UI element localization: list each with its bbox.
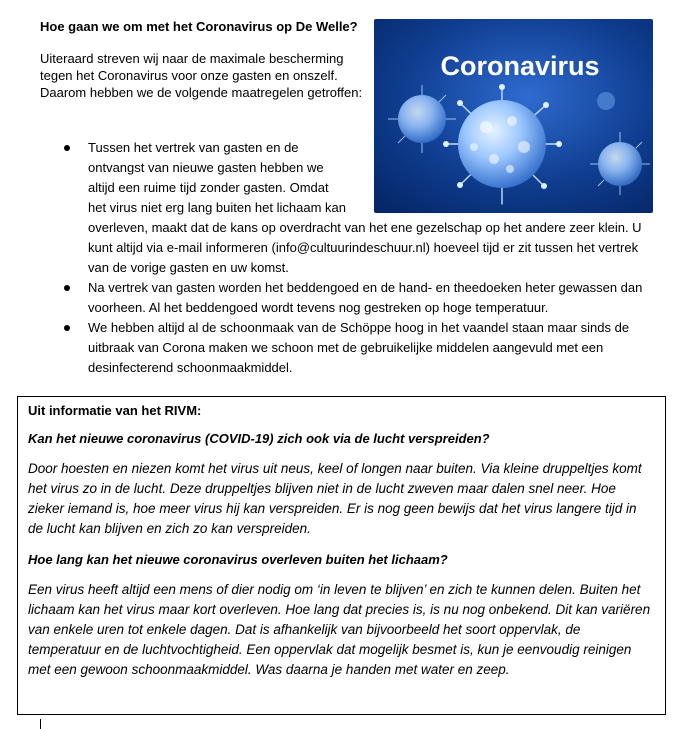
bullet-3-text: We hebben altijd al de schoonmaak van de Schöppe hoog in het vaandel staan maar sinds de uitbraak van Corona maken we schoon met de gebruikelijke middelen aangevuld met een desinfecterend schoonmaakmiddel. (88, 320, 630, 375)
intro-paragraph: Uiteraard streven wij naar de maximale bescherming tegen het Coronavirus voor onze gasten en onszelf. Daarom hebben we de volgende maatregelen getroffen: (40, 51, 363, 101)
rivm-question-2: Hoe lang kan het nieuwe coronavirus overleven buiten het lichaam? (28, 552, 448, 567)
rivm-title: Uit informatie van het RIVM: (28, 403, 202, 418)
rivm-answer-1: Door hoesten en niezen komt het virus uit neus, keel of longen naar buiten. Via kleine druppeltjes komt het virus zo in de lucht. Deze druppeltjes blijven niet in de lucht zweven maar dalen snel neer. Hoe zieker iemand is, hoe meer virus hij kan verspreiden. Er is nog geen bewijs dat het virus langere tijd in de lucht kan blijven en zich zo kan verspreiden. (28, 461, 642, 536)
text-cursor (40, 719, 41, 729)
list-item (60, 318, 660, 378)
rivm-question-1: Kan het nieuwe coronavirus (COVID-19) zich ook via de lucht verspreiden? (28, 431, 490, 446)
bullet-icon (64, 285, 70, 291)
bullet-1-line-3: altijd een ruime tijd zonder gasten. Omdat (88, 180, 329, 195)
virus-left (398, 95, 446, 143)
bullet-1-line-1: Tussen het vertrek van gasten en de (88, 140, 299, 155)
bullet-2-text: Na vertrek van gasten worden het beddengoed en de hand- en theedoeken heter gewassen dan voorheen. Al het beddengoed wordt tevens nog gestreken op hoge temperatuur. (88, 280, 643, 315)
image-caption: Coronavirus (440, 51, 600, 81)
bullet-1-rest: overleven, maakt dat de kans op overdracht van het ene gezelschap op het andere zeer klein. U kunt altijd via e-mail informeren (info@cultuurindeschuur.nl) hoeveel tijd er zit tussen het vertrek van de vorige gasten en uw komst. (88, 220, 642, 275)
rivm-answer-2: Een virus heeft altijd een mens of dier nodig om ‘in leven te blijven’ en zich te kunnen delen. Buiten het lichaam kan het virus maar kort overleven. Hoe lang dat precies is, is nu nog onbekend. Dit kan variëren van enkele uren tot enkele dagen. Dat is afhankelijk van bijvoorbeeld het soort oppervlak, de temperatuur en de luchtvochtigheid. Een oppervlak dat mogelijk besmet is, kun je eenvoudig reinigen met een gewoon schoonmaakmiddel. Was daarna je handen met water en zeep. (28, 582, 651, 677)
rivm-info-box (17, 396, 666, 715)
document-heading: Hoe gaan we om met het Coronavirus op De Welle? (40, 19, 358, 34)
bullet-1-line-2: ontvangst van nieuwe gasten hebben we (88, 160, 324, 175)
bullet-1-line-4: het virus niet erg lang buiten het lichaam kan (88, 200, 346, 215)
list-item (60, 138, 660, 278)
list-item (60, 278, 660, 318)
measures-list (60, 138, 660, 378)
bullet-icon (64, 325, 70, 331)
bullet-icon (64, 145, 70, 151)
